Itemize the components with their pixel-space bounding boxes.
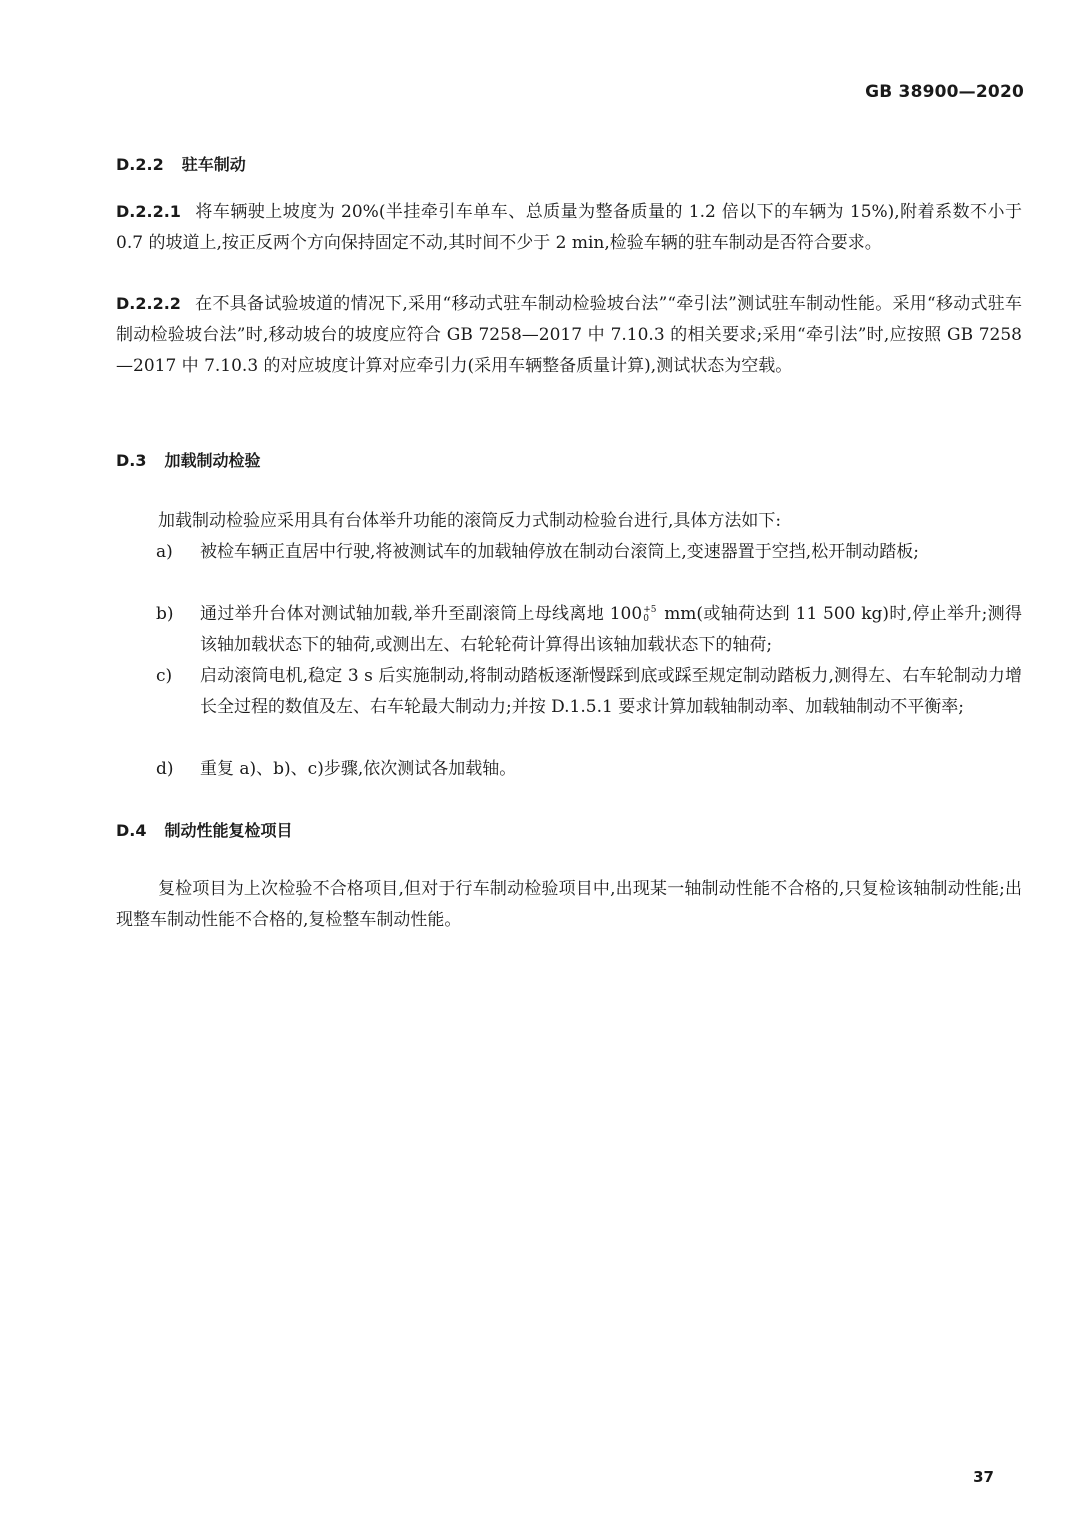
- paragraph-text: 复检项目为上次检验不合格项目,但对于行车制动检验项目中,出现某一轴制动性能不合格的,只复检该轴制动性能;出现整车制动性能不合格的,复检整车制动性能。: [116, 879, 1022, 930]
- section-heading-d22: [116, 152, 246, 175]
- paragraph-text: 在不具备试验坡道的情况下,采用“移动式驻车制动检验坡台法”“牵引法”测试驻车制动性能。采用“移动式驻车制动检验坡台法”时,移动坡台的坡度应符合 GB 7258—2017 中 7.10.3 的相关要求;采用“牵引法”时,应按照 GB 7258—2017 中 7.10.3 的对应坡度计算对应牵引力(采用车辆整备质量计算),测试状态为空载。: [116, 294, 1022, 376]
- paragraph-d221: [116, 196, 1022, 259]
- paragraph-text: 加载制动检验应采用具有台体举升功能的滚筒反力式制动检验台进行,具体方法如下:: [158, 511, 782, 531]
- section-title: 加载制动检验: [164, 451, 261, 470]
- section-heading-d3: [116, 448, 261, 471]
- page-number: 37: [973, 1468, 994, 1486]
- tolerance: [643, 606, 656, 624]
- list-item-text: 被检车辆正直居中行驶,将被测试车的加载轴停放在制动台滚筒上,变速器置于空挡,松开制动踏板;: [200, 542, 919, 562]
- paragraph-d3-intro: [116, 506, 1022, 537]
- list-marker: d): [156, 759, 174, 779]
- paragraph-d4: [116, 874, 1022, 936]
- paragraph-number: D.2.2.2: [116, 294, 181, 313]
- list-marker: c): [156, 666, 173, 686]
- list-item-text-part: mm(或轴荷达到 11 500 kg)时,停止举升;测得该轴加载状态下的轴荷,或测出左、右轮轮荷计算得出该轴加载状态下的轴荷;: [200, 604, 1023, 655]
- list-marker: a): [156, 542, 173, 562]
- tolerance-upper: +5: [643, 604, 657, 615]
- list-item-text: 启动滚筒电机,稳定 3 s 后实施制动,将制动踏板逐渐慢踩到底或踩至规定制动踏板力,测得左、右车轮制动力增长全过程的数值及左、右车轮最大制动力;并按 D.1.5.1 要求计算加载轴制动率、加载轴制动不平衡率;: [200, 666, 1022, 717]
- paragraph-number: D.2.2.1: [116, 202, 181, 221]
- tolerance-lower: 0: [643, 613, 649, 624]
- section-heading-d4: [116, 818, 293, 841]
- list-item: [156, 599, 1022, 661]
- list-marker: b): [156, 604, 174, 624]
- list-item-text-part: 通过举升台体对测试轴加载,举升至副滚筒上母线离地 100: [200, 604, 643, 624]
- list-item-text: 重复 a)、b)、c)步骤,依次测试各加载轴。: [200, 759, 517, 779]
- section-title: 制动性能复检项目: [164, 821, 293, 840]
- standard-code: GB 38900—2020: [865, 82, 1024, 102]
- paragraph-d222: [116, 288, 1022, 382]
- section-number: D.4: [116, 821, 147, 840]
- list-item: [156, 537, 1022, 568]
- section-title: 驻车制动: [181, 155, 246, 174]
- list-item: [156, 661, 1022, 723]
- section-number: D.3: [116, 451, 147, 470]
- list-item: [156, 754, 1022, 785]
- list-item-text: [200, 599, 1022, 661]
- paragraph-text: 将车辆驶上坡度为 20%(半挂牵引车单车、总质量为整备质量的 1.2 倍以下的车辆为 15%),附着系数不小于 0.7 的坡道上,按正反两个方向保持固定不动,其时间不少于 2 min,检验车辆的驻车制动是否符合要求。: [116, 202, 1022, 253]
- section-number: D.2.2: [116, 155, 164, 174]
